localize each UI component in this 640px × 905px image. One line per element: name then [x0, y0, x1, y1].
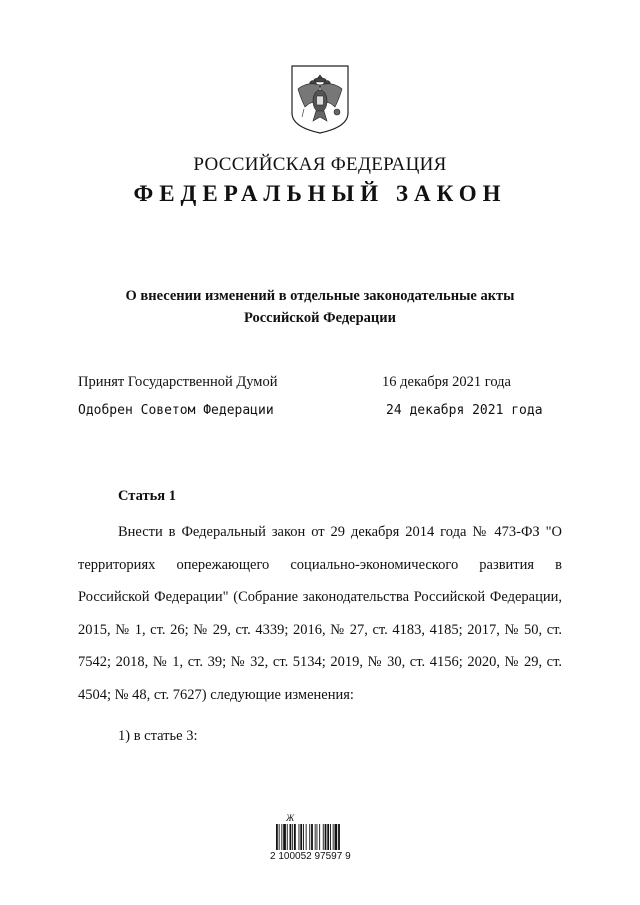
article-paragraph — [78, 516, 562, 711]
barcode-bar — [333, 824, 334, 850]
barcode-bar — [309, 824, 310, 850]
barcode-bar — [300, 824, 302, 850]
barcode-bar — [290, 824, 292, 850]
barcode-bar — [287, 824, 288, 850]
article-item-1: 1) в статье 3: — [118, 728, 198, 744]
barcode-bar — [315, 824, 316, 850]
barcode-bar — [323, 824, 324, 850]
adoption-date: 24 декабря 2021 года — [386, 403, 543, 418]
coat-of-arms-icon — [289, 63, 351, 135]
barcode-number: 2 100052 97597 9 — [270, 851, 351, 862]
barcode-bar — [325, 824, 327, 850]
barcode-bar — [338, 824, 340, 850]
barcode-icon — [270, 816, 360, 878]
adoption-label: Принят Государственной Думой — [78, 374, 278, 390]
barcode-bar — [335, 824, 338, 850]
barcode-bar — [279, 824, 280, 850]
barcode-bar — [292, 824, 293, 850]
law-title — [0, 285, 640, 329]
country-name: РОССИЙСКАЯ ФЕДЕРАЦИЯ — [193, 154, 447, 175]
barcode-bar — [317, 824, 318, 850]
barcode-bar — [319, 824, 320, 850]
law-title-line-2: Российской Федерации — [243, 310, 396, 326]
law-title-line-1: О внесении изменений в отдельные законодательные акты — [125, 288, 515, 304]
barcode-bar — [303, 824, 304, 850]
barcode-bar — [327, 824, 329, 850]
adoption-date: 16 декабря 2021 года — [382, 374, 511, 390]
barcode-mark: Ж — [286, 813, 295, 823]
barcode-bar — [276, 824, 278, 850]
barcode-bar — [330, 824, 331, 850]
document-type: ФЕДЕРАЛЬНЫЙ ЗАКОН — [133, 181, 507, 206]
article-heading: Статья 1 — [118, 488, 176, 504]
barcode-bar — [281, 824, 282, 850]
barcode-bar — [306, 824, 307, 850]
barcode-bar — [299, 824, 300, 850]
adoption-label: Одобрен Советом Федерации — [78, 403, 274, 418]
barcode-bar — [311, 824, 313, 850]
barcode-bar — [283, 824, 286, 850]
barcode-bar — [294, 824, 296, 850]
article-paragraph-text: Внести в Федеральный закон от 29 декабря 2014 года № 473-ФЗ "О территориях опережающего социально-экономического развития в Российской Федерации" (Собрание законодательства Российской Федерации, 2015, № 1, ст. 26; № 29, ст. 4339; 2016, № 27, ст. 4183, 4185; 2017, № 50, ст. 7542; 2018, № 1, ст. 39; № 32, ст. 5134; 2019, № 30, ст. 4156; 2020, № 29, ст. 4504; № 48, ст. 7627) следующие изменения: — [78, 524, 562, 703]
